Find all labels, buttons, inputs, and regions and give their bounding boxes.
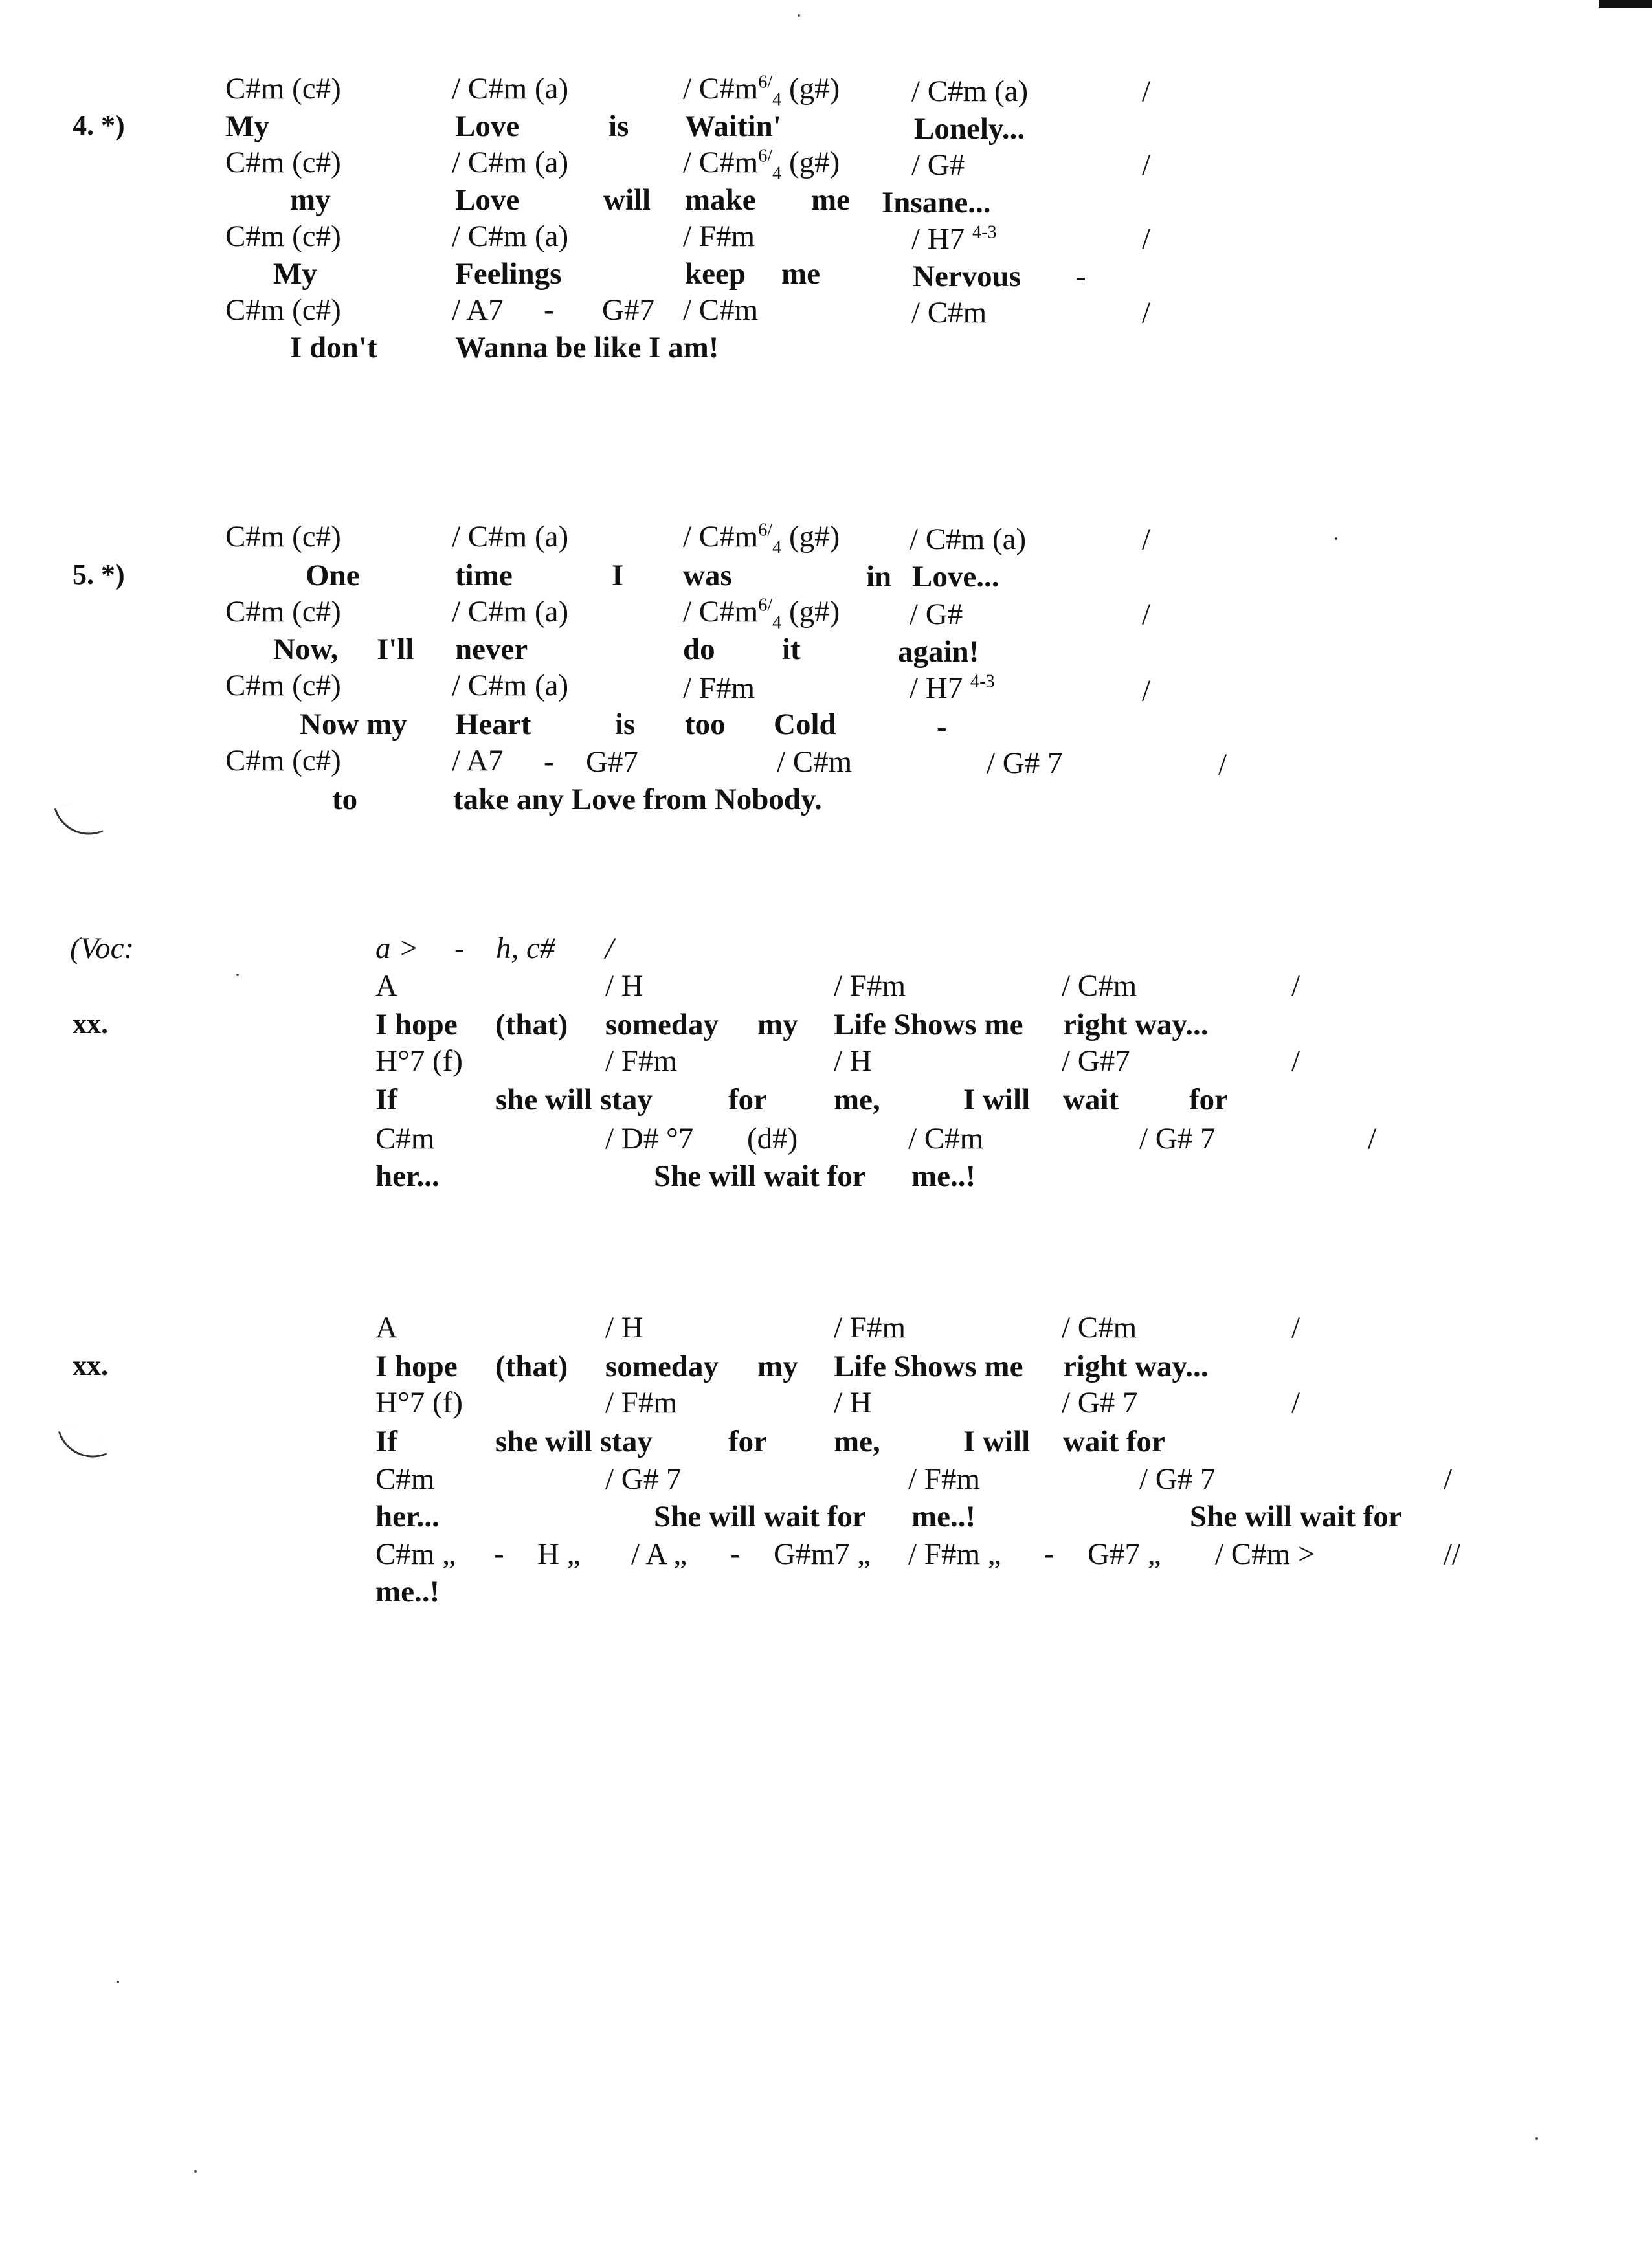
chord: / C#m <box>777 745 853 779</box>
chord: / C#m (a) <box>452 146 569 179</box>
chord: / $C\#m^{6/}_4$ (g#) <box>683 595 840 633</box>
vocal-note-text: a > <box>375 931 419 965</box>
chord: H°7 (f) <box>375 1044 463 1078</box>
lyric: she will stay <box>495 1083 653 1117</box>
chord: G#7 <box>586 745 638 779</box>
bar-line: / <box>1218 748 1227 781</box>
bar-line: / <box>1142 674 1151 708</box>
chord: / G# 7 <box>1139 1122 1216 1155</box>
lyric: right way... <box>1063 1008 1209 1042</box>
lyric: me <box>811 183 851 217</box>
chord: C#m (c#) <box>225 146 341 179</box>
chord: / $C\#m^{6/}_4$ (g#) <box>683 520 840 558</box>
lyric: (that) <box>495 1008 568 1042</box>
chord: / C#m (a) <box>452 520 569 553</box>
lyric: it <box>782 632 801 666</box>
lyric: someday <box>605 1008 719 1042</box>
chord: G#m7 „ <box>774 1537 871 1571</box>
chord: / F#m <box>605 1386 678 1420</box>
chord: G#7 „ <box>1088 1537 1161 1571</box>
chord: C#m (c#) <box>225 72 341 106</box>
chord: / H <box>605 969 643 1003</box>
lyric: Feelings <box>455 257 562 291</box>
lyric: do <box>683 632 715 666</box>
lyric: me <box>781 257 821 291</box>
scan-speck <box>798 14 800 17</box>
vocal-label: (Voc: <box>70 931 135 965</box>
chord: / G#7 <box>1062 1044 1130 1078</box>
verse-label: 5. *) <box>73 559 125 590</box>
lyric: take any Love from Nobody. <box>453 783 822 816</box>
lyric: (that) <box>495 1350 568 1383</box>
lyric: I will <box>963 1083 1031 1117</box>
chord-dash: - <box>494 1537 504 1571</box>
lyric: my <box>757 1350 798 1383</box>
chord: A <box>375 969 397 1003</box>
lyric: will <box>603 183 651 217</box>
refrain-label: xx. <box>73 1350 108 1381</box>
scan-edge-mark <box>1599 0 1652 8</box>
chord: / F#m <box>683 671 755 705</box>
chord: / F#m <box>683 219 755 253</box>
chord: G#7 <box>602 293 654 327</box>
bar-line: / <box>1142 296 1151 329</box>
lyric: her... <box>375 1159 440 1193</box>
lyric: me..! <box>375 1575 440 1609</box>
lyric: I hope <box>375 1008 458 1042</box>
chord: / A „ <box>631 1537 687 1571</box>
vocal-note-text: h, c# <box>496 931 555 965</box>
chord: / F#m <box>834 1311 906 1344</box>
lyric: Cold <box>774 708 836 741</box>
lyric: Wanna be like I am! <box>455 331 719 364</box>
chord-dash: - <box>1044 1537 1055 1571</box>
chord: / C#m (a) <box>911 74 1029 108</box>
scan-speck <box>236 974 239 976</box>
lyric: her... <box>375 1500 440 1533</box>
lyric: Love <box>455 109 520 143</box>
chord: / C#m <box>911 296 987 329</box>
lyric: me, <box>834 1425 880 1458</box>
chord: / G# <box>910 597 963 631</box>
lyric: I will <box>963 1425 1031 1458</box>
chord: / G# 7 <box>1139 1462 1216 1496</box>
bar-line: / <box>1142 148 1151 182</box>
chord: / D# °7 <box>605 1122 694 1155</box>
lyric: - <box>937 710 947 744</box>
lyric: my <box>757 1008 798 1042</box>
lyric: Now, <box>273 632 339 666</box>
lyric: time <box>455 559 513 592</box>
chord: / C#m (a) <box>452 219 569 253</box>
lyric: Life Shows me <box>834 1008 1023 1042</box>
lyric: in <box>866 560 892 594</box>
chord: / C#m > <box>1215 1537 1315 1571</box>
lyric: for <box>728 1083 768 1117</box>
chord: / H <box>834 1044 872 1078</box>
lyric: If <box>375 1083 397 1117</box>
lyric: She will wait for <box>654 1500 866 1533</box>
lyric: Love <box>455 183 520 217</box>
chord: / C#m <box>1062 969 1137 1003</box>
lyric: someday <box>605 1350 719 1383</box>
chord: / F#m <box>605 1044 678 1078</box>
lyric: My <box>225 109 269 143</box>
lyric: keep <box>685 257 746 291</box>
chord: / G# <box>911 148 965 182</box>
chord: / C#m <box>1062 1311 1137 1344</box>
chord: C#m (c#) <box>225 520 341 553</box>
lyric: too <box>685 708 726 741</box>
chord: / C#m (a) <box>452 595 569 629</box>
lyric: again! <box>898 635 979 669</box>
lyric: wait for <box>1063 1425 1165 1458</box>
chord: / C#m (a) <box>452 669 569 702</box>
scan-speck <box>117 1981 119 1983</box>
bar-line: / <box>1291 1044 1300 1078</box>
chord: C#m (c#) <box>225 219 341 253</box>
chord: / $C\#m^{6/}_4$ (g#) <box>683 72 840 110</box>
lyric: right way... <box>1063 1350 1209 1383</box>
lyric: is <box>608 109 629 143</box>
bar-line: / <box>1142 597 1151 631</box>
vocal-note-text: - <box>454 931 465 965</box>
lyric: Life Shows me <box>834 1350 1023 1383</box>
lyric: me..! <box>911 1159 976 1193</box>
chord: C#m (c#) <box>225 669 341 702</box>
chord: / G# 7 <box>605 1462 682 1496</box>
chord: / A7 <box>452 744 504 777</box>
chord: C#m <box>375 1462 435 1496</box>
scan-speck <box>1535 2137 1538 2140</box>
lyric: I <box>612 559 624 592</box>
chord: / C#m (a) <box>452 72 569 106</box>
lyric: me, <box>834 1083 880 1117</box>
chord: / F#m <box>834 969 906 1003</box>
chord: A <box>375 1311 397 1344</box>
lyric: - <box>1076 260 1086 293</box>
chord: / H7 $^{4-3}$ <box>910 671 995 705</box>
lyric: I don't <box>290 331 377 364</box>
chord-dash: - <box>544 745 554 779</box>
bar-line: / <box>1142 222 1151 256</box>
bar-line: / <box>1444 1462 1453 1496</box>
bar-line: / <box>1291 969 1300 1003</box>
refrain-label: xx. <box>73 1008 108 1040</box>
lyric: Insane... <box>882 186 991 219</box>
chord: / C#m <box>683 293 759 327</box>
lyric: to <box>332 783 358 816</box>
lyric: Now my <box>300 708 407 741</box>
lyric: for <box>1189 1083 1229 1117</box>
chord: H°7 (f) <box>375 1386 463 1420</box>
lyric: My <box>273 257 317 291</box>
scan-speck <box>1335 537 1337 540</box>
lyric: I hope <box>375 1350 458 1383</box>
bar-line: / <box>1368 1122 1377 1155</box>
chord: / H <box>605 1311 643 1344</box>
chord: / A7 <box>452 293 504 327</box>
verse-label: 4. *) <box>73 109 125 141</box>
lyric: If <box>375 1425 397 1458</box>
bracket-mark <box>58 1419 107 1468</box>
chord-dash: - <box>730 1537 741 1571</box>
lyric: She will wait for <box>654 1159 866 1193</box>
bracket-mark <box>54 796 104 845</box>
chord: / G# 7 <box>987 746 1063 780</box>
chord: / H <box>834 1386 872 1420</box>
lyric: She will wait for <box>1190 1500 1402 1533</box>
lyric: Lonely... <box>914 112 1025 146</box>
lyric: she will stay <box>495 1425 653 1458</box>
chord: (d#) <box>747 1122 798 1155</box>
chord: C#m (c#) <box>225 744 341 777</box>
chord: / C#m (a) <box>910 522 1027 556</box>
lyric: my <box>290 183 331 217</box>
final-bar-line: // <box>1444 1537 1461 1571</box>
lyric: never <box>455 632 528 666</box>
lyric: One <box>306 559 360 592</box>
chord: / H7 $^{4-3}$ <box>911 222 997 256</box>
chord: C#m (c#) <box>225 293 341 327</box>
chord: C#m <box>375 1122 435 1155</box>
chord: / F#m „ <box>908 1537 1001 1571</box>
vocal-note-text: / <box>605 931 614 965</box>
chord-dash: - <box>544 293 554 327</box>
lyric: Heart <box>455 708 531 741</box>
lyric: wait <box>1063 1083 1119 1117</box>
lyric: for <box>728 1425 768 1458</box>
chord: H „ <box>537 1537 581 1571</box>
scan-speck <box>194 2170 197 2173</box>
lyric: was <box>683 559 732 592</box>
chord: C#m (c#) <box>225 595 341 629</box>
bar-line: / <box>1291 1311 1300 1344</box>
lyric: is <box>615 708 636 741</box>
lyric: make <box>685 183 756 217</box>
lyric: Waitin' <box>685 109 781 143</box>
bar-line: / <box>1142 522 1151 556</box>
bar-line: / <box>1291 1386 1300 1420</box>
chord: / G# 7 <box>1062 1386 1138 1420</box>
chord: / C#m <box>908 1122 984 1155</box>
chord: / F#m <box>908 1462 981 1496</box>
lyric: Nervous <box>913 260 1021 293</box>
lyric: Love... <box>912 560 999 594</box>
lyric: I'll <box>377 632 414 666</box>
chord: C#m „ <box>375 1537 456 1571</box>
bar-line: / <box>1142 74 1151 108</box>
chord: / $C\#m^{6/}_4$ (g#) <box>683 146 840 184</box>
lyric: me..! <box>911 1500 976 1533</box>
